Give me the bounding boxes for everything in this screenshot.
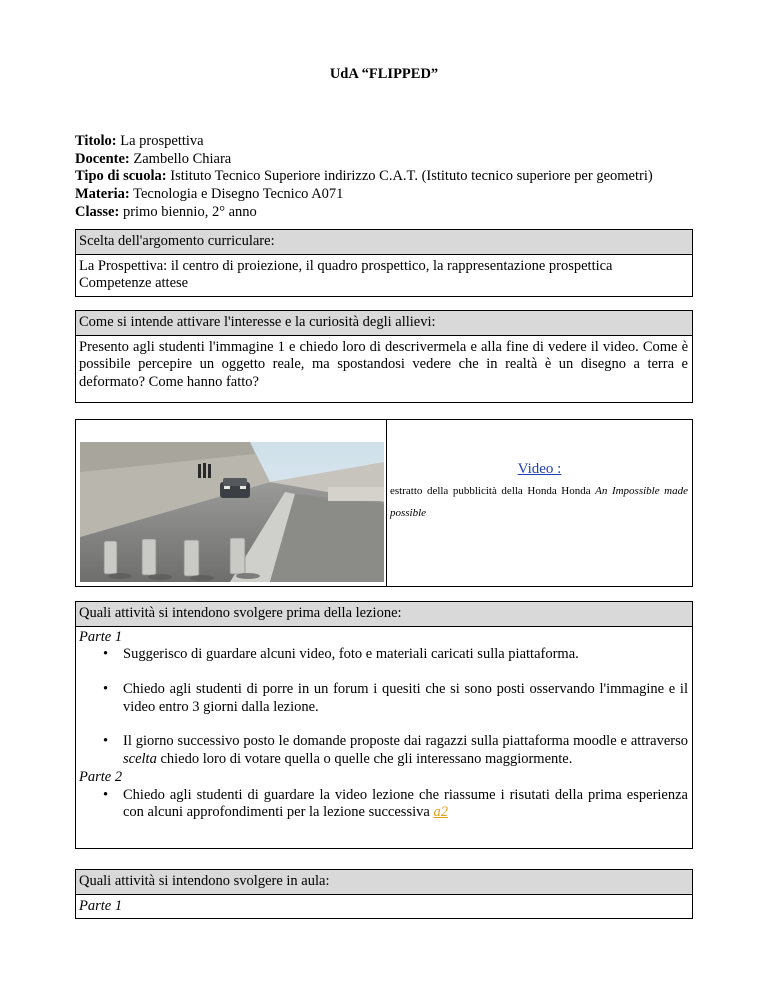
section-argomento	[75, 229, 693, 297]
competenze-text: Competenze attese	[79, 275, 189, 292]
section-header: Come si intende attivare l'interesse e la curiosità degli allievi:	[76, 311, 692, 336]
parte-1-label: Parte 1	[79, 628, 123, 645]
metadata-block	[75, 133, 715, 221]
list-item: • Chiedo agli studenti di guardare la video lezione che riassume i risutati della prima esperienza con alcuni approfondimenti per la lezione successiva a2	[103, 786, 688, 821]
section-interesse	[75, 310, 693, 403]
meta-materia: Materia: Tecnologia e Disegno Tecnico A071	[75, 186, 344, 203]
a2-link[interactable]: a2	[433, 804, 448, 821]
street-scene-image	[80, 442, 384, 582]
activity-list	[79, 646, 688, 768]
honda-ad-image	[80, 442, 384, 582]
section-aula	[75, 869, 693, 919]
meta-docente: Docente: Zambello Chiara	[75, 150, 232, 167]
section-prima-lezione	[75, 601, 693, 849]
interesse-text: Presento agli studenti l'immagine 1 e chiedo loro di descrivermela e alla fine di vedere il video. Come è possibile percepire un oggetto reale, ma spostandosi vedere che in realtà è un disegno a terra e deformato? Come hanno fatto?	[79, 338, 688, 391]
list-item: • Suggerisco di guardare alcuni video, foto e materiali caricati sulla piattaforma.	[103, 646, 579, 663]
meta-titolo: Titolo: La prospettiva	[75, 133, 204, 149]
parte-1-label: Parte 1	[79, 897, 123, 914]
list-item: • Chiedo agli studenti di porre in un forum i quesiti che si sono posti osservando l'immagine e il video entro 3 giorni dalla lezione.	[103, 681, 688, 715]
video-link[interactable]: Video :	[517, 461, 562, 477]
list-item: • Il giorno successivo posto le domande proposte dai ragazzi sulla piattaforma moodle e attraverso scelta chiedo loro di votare quella o quelle che gli interessano maggiormente.	[103, 733, 688, 768]
section-header: Scelta dell'argomento curriculare:	[76, 230, 692, 255]
media-table	[75, 419, 693, 587]
video-description: estratto della pubblicità della Honda Honda An Impossible made possible	[390, 485, 688, 519]
meta-tipo-scuola: Tipo di scuola: Istituto Tecnico Superiore indirizzo C.A.T. (Istituto tecnico superiore per geometri)	[75, 168, 653, 185]
meta-classe: Classe: primo biennio, 2° anno	[75, 203, 257, 220]
section-header: Quali attività si intendono svolgere prima della lezione:	[76, 602, 692, 627]
document-title: UdA “FLIPPED”	[329, 66, 439, 82]
argomento-text: La Prospettiva: il centro di proiezione, il quadro prospettico, la rappresentazione prospettica	[79, 257, 613, 274]
parte-2-label: Parte 2	[79, 768, 123, 785]
section-header: Quali attività si intendono svolgere in aula:	[76, 870, 692, 895]
